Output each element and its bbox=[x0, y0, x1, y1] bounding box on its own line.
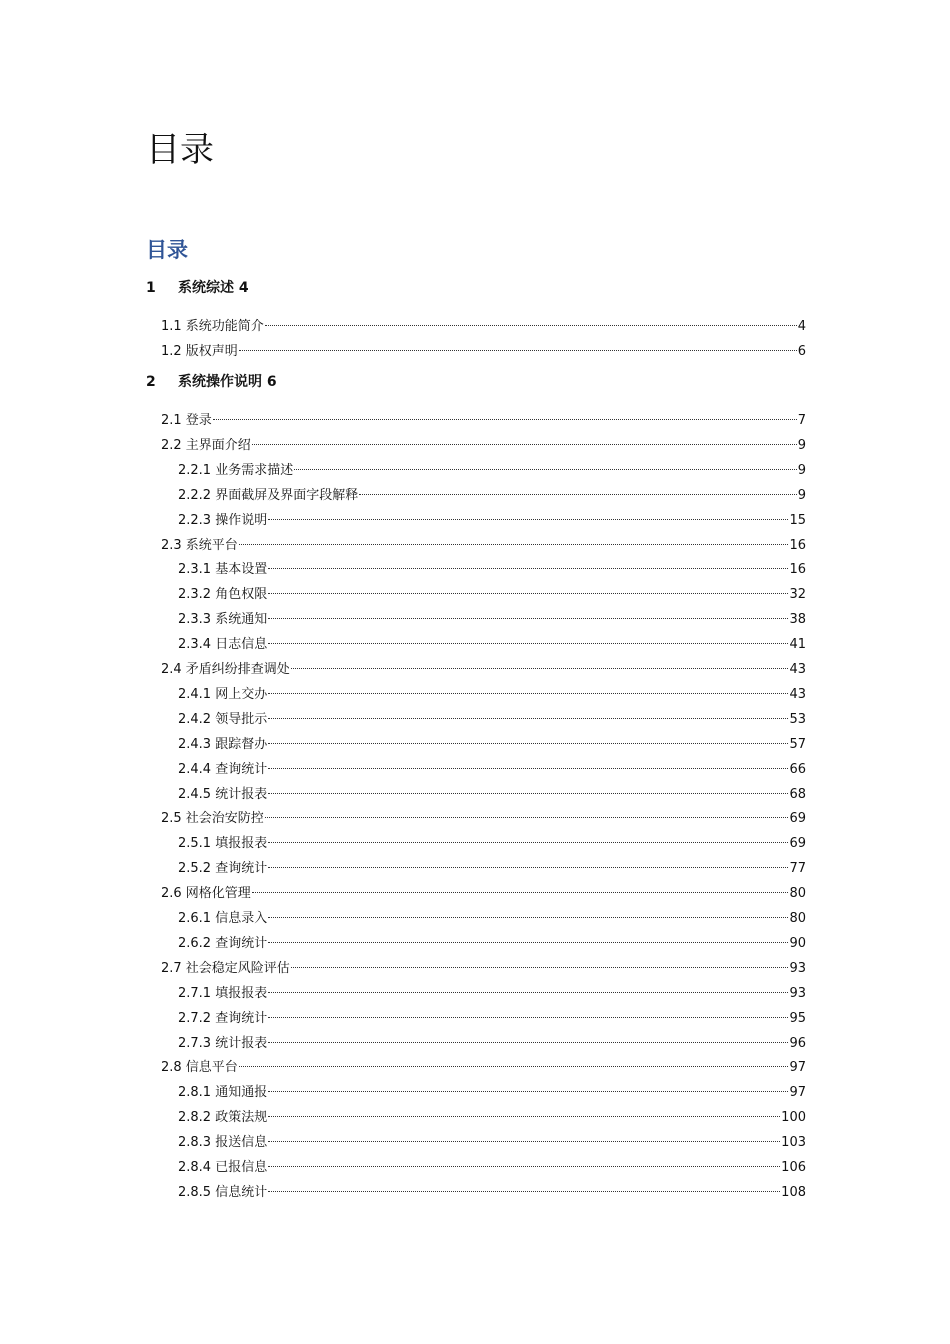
toc-chapter[interactable] bbox=[146, 372, 277, 392]
toc-dot-leader bbox=[268, 506, 788, 524]
toc-entry-label: 2.7 社会稳定风险评估 bbox=[161, 960, 290, 976]
toc-entry[interactable] bbox=[161, 531, 806, 553]
toc-entry-page: 108 bbox=[781, 1184, 806, 1200]
toc-entry-page: 43 bbox=[789, 686, 806, 702]
toc-entry-page: 9 bbox=[797, 462, 806, 478]
toc-entry[interactable] bbox=[178, 1178, 806, 1200]
toc-dot-leader bbox=[239, 337, 797, 355]
toc-entry-label: 2.7.1 填报报表 bbox=[178, 985, 268, 1001]
toc-entry-page: 69 bbox=[789, 811, 806, 827]
toc-entry-page: 16 bbox=[789, 562, 806, 578]
toc-entry-label: 2.2.2 界面截屏及界面字段解释 bbox=[178, 487, 359, 503]
toc-dot-leader bbox=[268, 705, 788, 723]
toc-chapter-title: 系统操作说明 6 bbox=[178, 374, 277, 390]
toc-entry-page: 93 bbox=[789, 960, 806, 976]
toc-dot-leader bbox=[268, 605, 788, 623]
toc-dot-leader bbox=[252, 879, 789, 897]
toc-entry-label: 2.8.2 政策法规 bbox=[178, 1110, 268, 1126]
toc-entry-label: 2.4 矛盾纠纷排查调处 bbox=[161, 662, 290, 677]
toc-entry[interactable] bbox=[178, 580, 806, 603]
toc-entry-page: 69 bbox=[789, 836, 806, 852]
toc-dot-leader bbox=[268, 580, 788, 598]
toc-dot-leader bbox=[265, 312, 797, 330]
toc-entry[interactable] bbox=[178, 929, 806, 951]
toc-chapter[interactable] bbox=[146, 278, 249, 298]
toc-entry-label: 2.6 网格化管理 bbox=[161, 886, 251, 902]
toc-entry-label: 2.3 系统平台 bbox=[161, 537, 238, 553]
toc-entry-label: 2.7.3 统计报表 bbox=[178, 1035, 268, 1051]
toc-entry-page: 38 bbox=[789, 612, 806, 628]
toc-entry[interactable] bbox=[161, 312, 806, 334]
toc-entry-page: 4 bbox=[797, 319, 806, 334]
toc-entry[interactable] bbox=[161, 954, 806, 976]
toc-entry[interactable] bbox=[178, 456, 806, 478]
toc-entry[interactable] bbox=[178, 1029, 806, 1051]
toc-dot-leader bbox=[268, 1078, 788, 1096]
toc-dot-leader bbox=[268, 1004, 788, 1022]
toc-entry[interactable] bbox=[178, 1078, 806, 1101]
toc-dot-leader bbox=[268, 680, 788, 698]
toc-entry-page: 32 bbox=[789, 587, 806, 603]
toc-entry-label: 2.7.2 查询统计 bbox=[178, 1010, 268, 1026]
toc-dot-leader bbox=[213, 406, 797, 424]
page-title: 目录 bbox=[146, 130, 214, 170]
toc-entry[interactable] bbox=[178, 680, 806, 702]
toc-dot-leader bbox=[268, 854, 788, 872]
toc-dot-leader bbox=[268, 755, 788, 773]
toc-entry-page: 15 bbox=[789, 512, 806, 528]
toc-entry[interactable] bbox=[178, 730, 806, 752]
toc-entry-page: 96 bbox=[789, 1035, 806, 1051]
toc-dot-leader bbox=[268, 555, 788, 573]
toc-entry-page: 103 bbox=[781, 1135, 806, 1151]
toc-entry-page: 41 bbox=[789, 637, 806, 653]
toc-dot-leader bbox=[291, 655, 789, 673]
toc-entry[interactable] bbox=[178, 481, 806, 503]
toc-entry[interactable] bbox=[178, 755, 806, 777]
toc-entry-label: 2.8.3 报送信息 bbox=[178, 1135, 268, 1151]
toc-entry-page: 77 bbox=[789, 861, 806, 877]
toc-entry[interactable] bbox=[178, 1153, 806, 1175]
toc-entry-label: 2.4.3 跟踪督办 bbox=[178, 736, 268, 752]
toc-entry-page: 100 bbox=[781, 1110, 806, 1126]
toc-entry[interactable] bbox=[178, 1004, 806, 1026]
toc-dot-leader bbox=[268, 829, 788, 847]
toc-entry-label: 1.1 系统功能简介 bbox=[161, 319, 264, 334]
toc-entry-page: 6 bbox=[797, 343, 806, 359]
toc-entry-label: 2.8.1 通知通报 bbox=[178, 1085, 268, 1101]
toc-entry[interactable] bbox=[178, 605, 806, 628]
toc-entry-page: 97 bbox=[789, 1085, 806, 1101]
toc-entry-page: 43 bbox=[789, 662, 806, 677]
toc-entry[interactable] bbox=[178, 705, 806, 727]
toc-entry-label: 2.2.1 业务需求描述 bbox=[178, 462, 294, 478]
toc-entry-page: 93 bbox=[789, 985, 806, 1001]
toc-entry-label: 2.4.5 统计报表 bbox=[178, 786, 268, 802]
toc-entry-label: 2.4.4 查询统计 bbox=[178, 761, 268, 777]
toc-dot-leader bbox=[268, 1153, 780, 1171]
toc-entry-label: 2.8.4 已报信息 bbox=[178, 1160, 268, 1175]
toc-entry-page: 9 bbox=[797, 437, 806, 453]
toc-entry-label: 2.1 登录 bbox=[161, 413, 212, 428]
toc-dot-leader bbox=[268, 1029, 788, 1047]
toc-dot-leader bbox=[268, 979, 788, 997]
toc-dot-leader bbox=[268, 904, 788, 922]
toc-entry-label: 2.4.2 领导批示 bbox=[178, 711, 268, 727]
toc-heading: 目录 bbox=[146, 238, 188, 262]
toc-entry[interactable] bbox=[161, 879, 806, 902]
toc-dot-leader bbox=[268, 929, 788, 947]
toc-entry[interactable] bbox=[178, 1103, 806, 1126]
toc-entry-label: 2.3.3 系统通知 bbox=[178, 612, 268, 628]
toc-dot-leader bbox=[268, 630, 788, 648]
toc-entry-label: 2.5 社会治安防控 bbox=[161, 811, 264, 827]
toc-entry[interactable] bbox=[178, 780, 806, 802]
toc-dot-leader bbox=[268, 780, 788, 798]
toc-dot-leader bbox=[252, 431, 797, 449]
toc-entry-label: 2.2 主界面介绍 bbox=[161, 437, 251, 453]
toc-entry-label: 2.8.5 信息统计 bbox=[178, 1184, 268, 1200]
toc-dot-leader bbox=[265, 804, 789, 822]
toc-entry-page: 106 bbox=[781, 1160, 806, 1175]
toc-dot-leader bbox=[268, 1128, 780, 1146]
toc-entry[interactable] bbox=[161, 655, 806, 677]
toc-entry-label: 2.6.2 查询统计 bbox=[178, 935, 268, 951]
toc-entry[interactable] bbox=[178, 555, 806, 578]
toc-entry[interactable] bbox=[161, 337, 806, 359]
toc-entry-page: 90 bbox=[789, 935, 806, 951]
toc-entry[interactable] bbox=[161, 431, 806, 453]
toc-entry-page: 9 bbox=[797, 487, 806, 503]
toc-entry[interactable] bbox=[178, 1128, 806, 1151]
toc-entry-label: 2.6.1 信息录入 bbox=[178, 911, 268, 926]
toc-entry-page: 16 bbox=[789, 537, 806, 553]
toc-entry[interactable] bbox=[178, 630, 806, 653]
toc-entry-label: 2.2.3 操作说明 bbox=[178, 512, 268, 528]
toc-entry-page: 80 bbox=[789, 911, 806, 926]
toc-entry[interactable] bbox=[161, 406, 806, 428]
toc-entry[interactable] bbox=[178, 854, 806, 877]
toc-dot-leader bbox=[239, 531, 789, 549]
toc-dot-leader bbox=[268, 1178, 780, 1196]
toc-entry-page: 68 bbox=[789, 786, 806, 802]
toc-entry[interactable] bbox=[178, 506, 806, 528]
toc-dot-leader bbox=[291, 954, 789, 972]
toc-dot-leader bbox=[294, 456, 797, 474]
toc-chapter-number: 1 bbox=[146, 280, 156, 296]
toc-entry[interactable] bbox=[178, 979, 806, 1001]
toc-entry[interactable] bbox=[178, 829, 806, 852]
toc-entry-label: 2.3.4 日志信息 bbox=[178, 637, 268, 653]
toc-dot-leader bbox=[239, 1053, 789, 1071]
toc-chapter-title: 系统综述 4 bbox=[178, 280, 249, 296]
toc-entry-page: 57 bbox=[789, 736, 806, 752]
toc-dot-leader bbox=[268, 1103, 780, 1121]
toc-dot-leader bbox=[359, 481, 797, 499]
toc-entry-label: 2.3.1 基本设置 bbox=[178, 562, 268, 578]
toc-entry-page: 95 bbox=[789, 1010, 806, 1026]
toc-entry[interactable] bbox=[178, 904, 806, 926]
toc-entry-label: 2.8 信息平台 bbox=[161, 1060, 238, 1076]
toc-entry[interactable] bbox=[161, 1053, 806, 1076]
toc-entry-label: 2.5.2 查询统计 bbox=[178, 861, 268, 877]
toc-entry-page: 80 bbox=[789, 886, 806, 902]
toc-entry-label: 2.3.2 角色权限 bbox=[178, 587, 268, 603]
toc-entry-label: 1.2 版权声明 bbox=[161, 343, 238, 359]
toc-entry-page: 66 bbox=[789, 761, 806, 777]
toc-dot-leader bbox=[268, 730, 788, 748]
toc-entry-label: 2.5.1 填报报表 bbox=[178, 836, 268, 852]
toc-chapter-number: 2 bbox=[146, 374, 156, 390]
toc-entry-label: 2.4.1 网上交办 bbox=[178, 686, 268, 702]
toc-entry-page: 7 bbox=[797, 413, 806, 428]
toc-entry[interactable] bbox=[161, 804, 806, 827]
toc-entry-page: 53 bbox=[789, 711, 806, 727]
toc-entry-page: 97 bbox=[789, 1060, 806, 1076]
